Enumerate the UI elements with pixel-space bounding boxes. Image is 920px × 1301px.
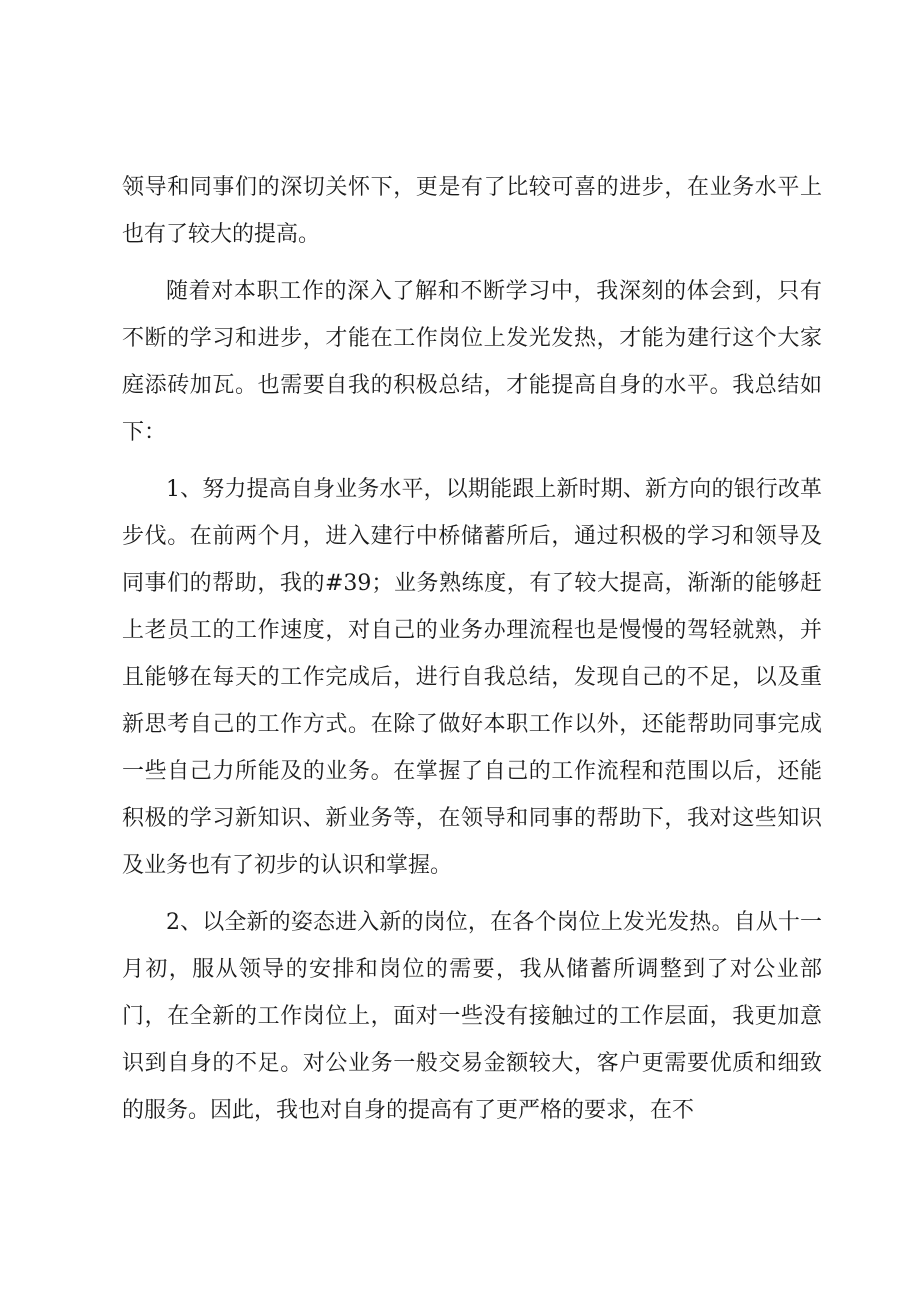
paragraph-continuation: 领导和同事们的深切关怀下，更是有了比较可喜的进步，在业务水平上也有了较大的提高。 bbox=[122, 175, 822, 247]
paragraph-intro: 随着对本职工作的深入了解和不断学习中，我深刻的体会到，只有不断的学习和进步，才能在工作岗位上发光发热，才能为建行这个大家庭添砖加瓦。也需要自我的积极总结，才能提高自身的水平。我总结如下： bbox=[122, 279, 822, 445]
paragraph-point-2: 2、以全新的姿态进入新的岗位，在各个岗位上发光发热。自从十一月初，服从领导的安排和岗位的需要，我从储蓄所调整到了对公业部门，在全新的工作岗位上，面对一些没有接触过的工作层面，我更加意识到自身的不足。对公业务一般交易金额较大，客户更需要优质和细致的服务。因此，我也对自身的提高有了更严格的要求，在不 bbox=[122, 910, 822, 1123]
document-body bbox=[122, 164, 822, 1144]
paragraph-point-1: 1、努力提高自身业务水平，以期能跟上新时期、新方向的银行改革步伐。在前两个月，进入建行中桥储蓄所后，通过积极的学习和领导及同事们的帮助，我的#39；业务熟练度，有了较大提高，渐渐的能够赶上老员工的工作速度，对自己的业务办理流程也是慢慢的驾轻就熟，并且能够在每天的工作完成后，进行自我总结，发现自己的不足，以及重新思考自己的工作方式。在除了做好本职工作以外，还能帮助同事完成一些自己力所能及的业务。在掌握了自己的工作流程和范围以后，还能积极的学习新知识、新业务等，在领导和同事的帮助下，我对这些知识及业务也有了初步的认识和掌握。 bbox=[122, 477, 822, 878]
